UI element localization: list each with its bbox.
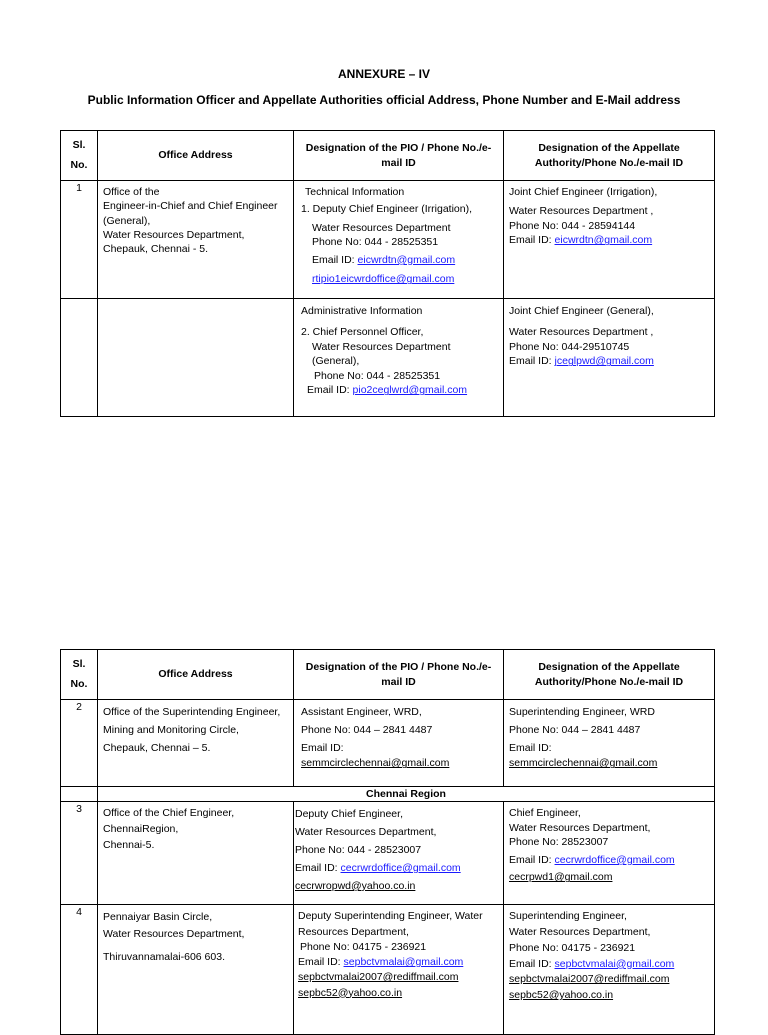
- header-sl-label: Sl.: [72, 138, 86, 151]
- pio-email-row: [299, 383, 498, 397]
- pio-email-link[interactable]: sepbctvmalai@gmail.com: [343, 956, 464, 969]
- address-line: Water Resources Department,: [103, 927, 245, 940]
- appellate-email-row: [509, 853, 709, 867]
- pio-email-link-secondary[interactable]: rtipio1eicwrdoffice@gmail.com: [312, 273, 455, 286]
- pio-phone: Phone No: 044 - 28523007: [295, 844, 422, 857]
- pio-designation: 1. Deputy Chief Engineer (Irrigation),: [301, 203, 472, 216]
- pio-phone: Phone No: 044 - 28525351: [312, 236, 439, 249]
- header-office-address: Office Address: [98, 650, 294, 700]
- pio-designation: Assistant Engineer, WRD,: [301, 706, 422, 718]
- sl-no-cell: 2: [61, 700, 98, 787]
- header-appellate: Designation of the Appellate Authority/Phone No./e-mail ID: [504, 650, 715, 700]
- table-header-row: [61, 650, 715, 700]
- pio-email-link-secondary[interactable]: sepbctvmalai2007@rediffmail.com: [298, 971, 459, 984]
- pio-designation: 2. Chief Personnel Officer,: [301, 326, 424, 339]
- appellate-phone: Phone No: 04175 - 236921: [509, 941, 636, 954]
- table-row: [61, 181, 715, 299]
- address-line: Water Resources Department,: [103, 228, 245, 241]
- email-label: Email ID:: [298, 956, 344, 969]
- appellate-designation: Joint Chief Engineer (General),: [509, 305, 654, 317]
- pio-phone: Phone No: 044 – 2841 4487: [301, 723, 433, 736]
- office-address-cell: [98, 299, 294, 417]
- appellate-email-link-tertiary[interactable]: sepbc52@yahoo.co.in: [509, 989, 614, 1002]
- appellate-department: Water Resources Department ,: [509, 205, 654, 218]
- appellate-cell: [504, 181, 715, 299]
- office-address-cell: [98, 905, 294, 1035]
- appellate-phone: Phone No: 044 - 28594144: [509, 219, 636, 232]
- header-office-address: Office Address: [98, 131, 294, 181]
- sl-no-cell: [61, 787, 98, 802]
- office-address-cell: [98, 181, 294, 299]
- sl-no-cell: 1: [61, 181, 98, 299]
- pio-cell: [294, 905, 504, 1035]
- pio-table-1: [60, 130, 715, 417]
- office-address-cell: [98, 700, 294, 787]
- header-no-label: No.: [70, 158, 88, 171]
- pio-cell: [294, 802, 504, 905]
- address-line: Office of the Superintending Engineer,: [103, 706, 281, 718]
- office-address-cell: [98, 802, 294, 905]
- appellate-cell: [504, 700, 715, 787]
- pio-department: Water Resources Department,: [295, 826, 437, 839]
- table-row: [61, 700, 715, 787]
- email-label: Email ID:: [509, 741, 552, 754]
- table-header-row: [61, 131, 715, 181]
- pio-email-link[interactable]: semmcirclechennai@gmail.com: [301, 757, 450, 770]
- appellate-cell: [504, 299, 715, 417]
- appellate-phone: Phone No: 044 – 2841 4487: [509, 723, 641, 736]
- email-label: Email ID:: [307, 384, 353, 397]
- email-label: Email ID:: [509, 234, 555, 247]
- appellate-email-link-secondary[interactable]: cecrpwd1@gmail.com: [509, 871, 613, 884]
- table-row: [61, 802, 715, 905]
- address-line: Pennaiyar Basin Circle,: [103, 911, 213, 924]
- address-line: Thiruvannamalai-606 603.: [103, 951, 225, 964]
- pio-cell: [294, 700, 504, 787]
- sl-no-cell: 3: [61, 802, 98, 905]
- email-label: Email ID:: [312, 253, 358, 266]
- pio-table-2: [60, 649, 715, 1035]
- pio-email-link-secondary[interactable]: cecrwropwd@yahoo.co.in: [295, 879, 416, 892]
- annexure-title: ANNEXURE – IV: [337, 67, 431, 81]
- email-label: Email ID:: [301, 741, 344, 754]
- header-pio: Designation of the PIO / Phone No./e-mail ID: [294, 650, 504, 700]
- address-line: Chennai-5.: [103, 838, 155, 851]
- appellate-email-link[interactable]: eicwrdtn@gmail.com: [554, 234, 653, 247]
- pio-department: Water Resources Department: [312, 221, 451, 234]
- header-sl-label: Sl.: [72, 657, 86, 670]
- pio-email-link[interactable]: eicwrdtn@gmail.com: [357, 253, 456, 266]
- sl-no-cell: 4: [61, 905, 98, 1035]
- address-line: Office of the: [103, 186, 160, 198]
- appellate-department: Water Resources Department,: [509, 821, 651, 834]
- appellate-designation: Superintending Engineer, WRD: [509, 706, 655, 718]
- appellate-department: Water Resources Department ,: [509, 326, 654, 339]
- appellate-designation: Chief Engineer,: [509, 807, 581, 820]
- pio-email-row: [295, 860, 498, 878]
- pio-email-link[interactable]: cecrwrdoffice@gmail.com: [340, 862, 461, 875]
- pio-designation: Deputy Chief Engineer,: [295, 808, 403, 821]
- table-row: [61, 905, 715, 1035]
- address-line: ChennaiRegion,: [103, 823, 179, 836]
- email-label: Email ID:: [509, 355, 555, 368]
- appellate-phone: Phone No: 28523007: [509, 836, 609, 849]
- header-pio: Designation of the PIO / Phone No./e-mail ID: [294, 131, 504, 181]
- pio-email-link-tertiary[interactable]: sepbc52@yahoo.co.in: [298, 986, 403, 999]
- appellate-email-row: [509, 354, 709, 368]
- appellate-designation: Joint Chief Engineer (Irrigation),: [509, 186, 658, 198]
- address-line: Office of the Chief Engineer,: [103, 807, 235, 820]
- pio-email-link[interactable]: pio2ceglwrd@gmail.com: [352, 384, 468, 397]
- appellate-email-row: [509, 233, 709, 247]
- appellate-designation: Superintending Engineer,: [509, 910, 627, 923]
- appellate-email-link[interactable]: jceglpwd@gmail.com: [554, 355, 654, 368]
- appellate-cell: [504, 802, 715, 905]
- document-subtitle: Public Information Officer and Appellate Authorities official Address, Phone Number and E-Mail address: [87, 93, 681, 107]
- address-line: Chepauk, Chennai - 5.: [103, 243, 209, 256]
- pio-designation: Deputy Superintending Engineer, Water Resources Department,: [298, 910, 483, 938]
- info-category: Technical Information: [305, 186, 405, 198]
- appellate-department: Water Resources Department,: [509, 926, 651, 939]
- header-no-label: No.: [70, 677, 88, 690]
- header-appellate: Designation of the Appellate Authority/Phone No./e-mail ID: [504, 131, 715, 181]
- sl-no-cell: [61, 299, 98, 417]
- appellate-email-link[interactable]: semmcirclechennai@gmail.com: [509, 757, 658, 770]
- header-sl-no: [61, 650, 98, 700]
- table-row: [61, 299, 715, 417]
- address-line: Engineer-in-Chief and Chief Engineer (General),: [103, 200, 278, 227]
- header-sl-no: [61, 131, 98, 181]
- appellate-phone: Phone No: 044-29510745: [509, 340, 630, 353]
- region-row: [61, 787, 715, 802]
- pio-department: Water Resources Department (General),: [312, 340, 451, 368]
- pio-phone: Phone No: 044 - 28525351: [314, 369, 441, 382]
- appellate-email-row: [509, 957, 709, 973]
- address-line: Mining and Monitoring Circle,: [103, 723, 239, 736]
- pio-cell: [294, 299, 504, 417]
- pio-cell: [294, 181, 504, 299]
- pio-email-row: [298, 955, 498, 970]
- region-label: Chennai Region: [98, 787, 715, 802]
- address-line: Chepauk, Chennai – 5.: [103, 741, 211, 754]
- appellate-email-link[interactable]: cecrwrdoffice@gmail.com: [554, 853, 675, 866]
- email-label: Email ID:: [509, 853, 555, 866]
- email-label: Email ID:: [295, 862, 341, 875]
- pio-email-row: [299, 253, 498, 267]
- info-category: Administrative Information: [301, 305, 423, 317]
- appellate-email-link-secondary[interactable]: sepbctvmalai2007@rediffmail.com: [509, 973, 670, 986]
- appellate-email-link[interactable]: sepbctvmalai@gmail.com: [554, 957, 675, 970]
- pio-phone: Phone No: 04175 - 236921: [300, 940, 427, 953]
- email-label: Email ID:: [509, 957, 555, 970]
- appellate-cell: [504, 905, 715, 1035]
